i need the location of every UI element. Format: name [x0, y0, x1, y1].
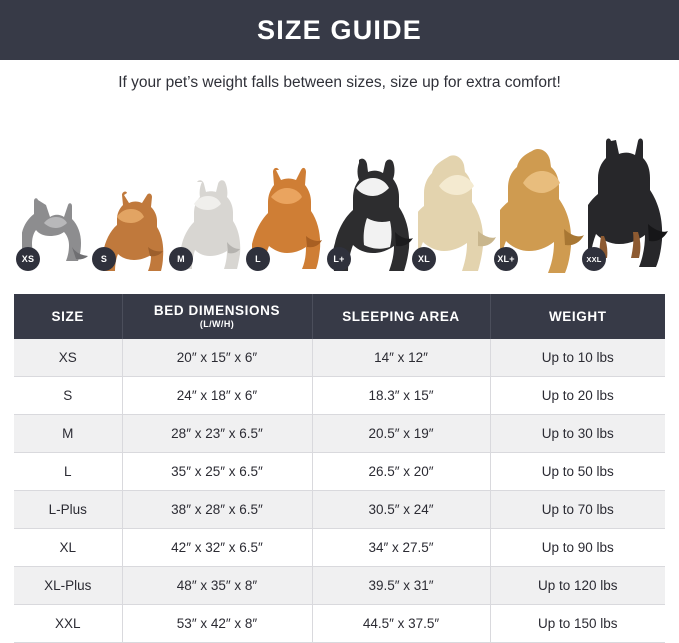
header-sleeping-area-label: SLEEPING AREA — [342, 308, 460, 324]
pet-xl — [418, 151, 496, 273]
pet-xs — [22, 195, 94, 273]
cell-weight: Up to 30 lbs — [490, 415, 665, 453]
cell-size: XL-Plus — [14, 567, 122, 605]
cell-dimensions: 24″ x 18″ x 6″ — [122, 377, 312, 415]
cell-size: L — [14, 453, 122, 491]
header-size-label: SIZE — [51, 308, 84, 324]
cell-sleeping: 34″ x 27.5″ — [312, 529, 490, 567]
table-header-row — [14, 294, 665, 339]
header-bed-dimensions — [122, 294, 312, 339]
cell-dimensions: 28″ x 23″ x 6.5″ — [122, 415, 312, 453]
size-table-wrapper — [14, 294, 665, 643]
cell-dimensions: 20″ x 15″ x 6″ — [122, 339, 312, 377]
cell-sleeping: 26.5″ x 20″ — [312, 453, 490, 491]
size-table — [14, 294, 665, 643]
cell-dimensions: 48″ x 35″ x 8″ — [122, 567, 312, 605]
header-size — [14, 294, 122, 339]
badge-m: M — [169, 247, 193, 271]
badge-xl: XL — [412, 247, 436, 271]
cell-dimensions: 38″ x 28″ x 6.5″ — [122, 491, 312, 529]
cell-weight: Up to 50 lbs — [490, 453, 665, 491]
badge-l: L — [246, 247, 270, 271]
table-row — [14, 567, 665, 605]
cell-size: XXL — [14, 605, 122, 643]
table-row — [14, 605, 665, 643]
badge-s: S — [92, 247, 116, 271]
header-sleeping-area — [312, 294, 490, 339]
header-bed-dimensions-label: BED DIMENSIONS — [153, 303, 281, 318]
table-row — [14, 377, 665, 415]
cell-sleeping: 44.5″ x 37.5″ — [312, 605, 490, 643]
cell-dimensions: 35″ x 25″ x 6.5″ — [122, 453, 312, 491]
pet-xl-plus — [497, 145, 584, 273]
badge-l-plus: L+ — [327, 247, 351, 271]
cell-sleeping: 20.5″ x 19″ — [312, 415, 490, 453]
page-title: SIZE GUIDE — [256, 14, 423, 45]
pet-m — [175, 178, 241, 273]
cell-size: XS — [14, 339, 122, 377]
cell-weight: Up to 10 lbs — [490, 339, 665, 377]
header-weight — [490, 294, 665, 339]
table-row — [14, 339, 665, 377]
cell-weight: Up to 150 lbs — [490, 605, 665, 643]
cell-dimensions: 53″ x 42″ x 8″ — [122, 605, 312, 643]
cell-sleeping: 18.3″ x 15″ — [312, 377, 490, 415]
badge-xs: XS — [16, 247, 40, 271]
header-weight-label: WEIGHT — [548, 308, 607, 324]
pet-silhouette-row — [0, 128, 679, 273]
badge-xl-plus: XL+ — [494, 247, 518, 271]
cell-size: XL — [14, 529, 122, 567]
cell-dimensions: 42″ x 32″ x 6.5″ — [122, 529, 312, 567]
cell-size: L-Plus — [14, 491, 122, 529]
pet-l — [252, 166, 322, 273]
header-bar — [0, 0, 679, 60]
subtitle-text: If your pet’s weight falls between sizes, size up for extra comfort! — [118, 74, 561, 91]
cell-sleeping: 14″ x 12″ — [312, 339, 490, 377]
header-bed-dimensions-sub: (L/W/H) — [199, 319, 235, 329]
cell-weight: Up to 70 lbs — [490, 491, 665, 529]
cell-sleeping: 30.5″ x 24″ — [312, 491, 490, 529]
cell-size: M — [14, 415, 122, 453]
pet-s — [98, 189, 164, 273]
cell-weight: Up to 20 lbs — [490, 377, 665, 415]
cell-sleeping: 39.5″ x 31″ — [312, 567, 490, 605]
badge-xxl: XXL — [582, 247, 606, 271]
cell-size: S — [14, 377, 122, 415]
pet-xxl — [588, 138, 668, 273]
table-row — [14, 491, 665, 529]
cell-weight: Up to 120 lbs — [490, 567, 665, 605]
table-row — [14, 453, 665, 491]
cell-weight: Up to 90 lbs — [490, 529, 665, 567]
pet-l-plus — [333, 156, 413, 273]
table-row — [14, 415, 665, 453]
table-row — [14, 529, 665, 567]
